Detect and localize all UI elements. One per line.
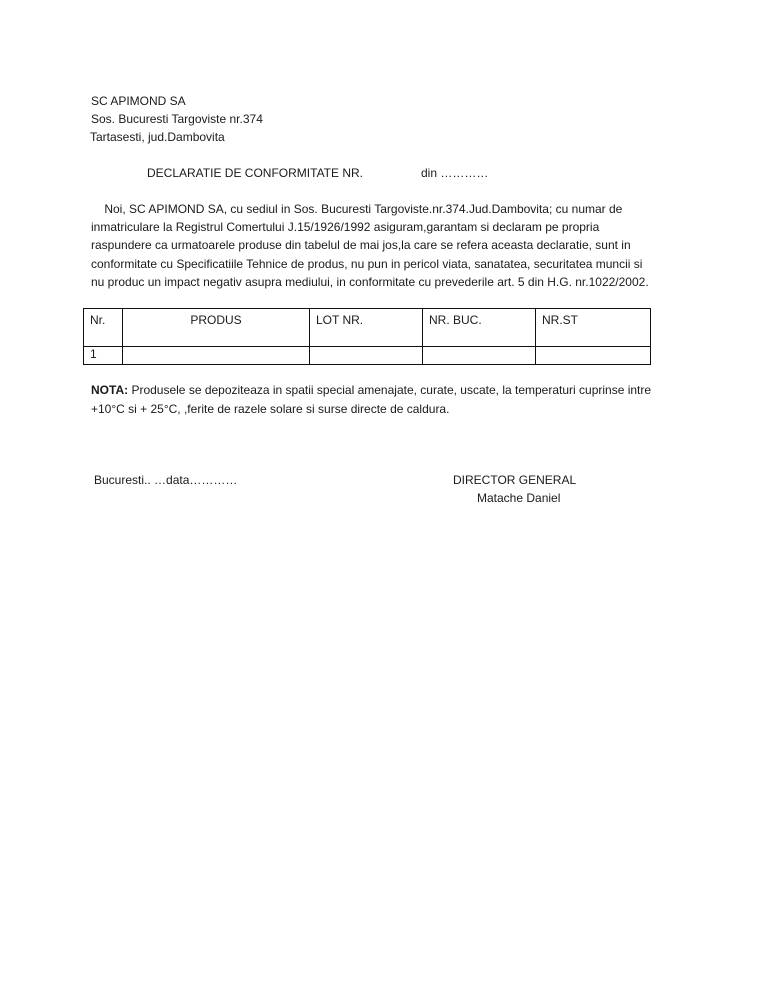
declaration-line: nu produc un impact negativ asupra mediului, in conformitate cu prevederile art. 5 din H.G. nr.1022/2002. [91, 274, 649, 289]
header-nr: Nr. [84, 309, 123, 347]
company-name: SC APIMOND SA [91, 94, 186, 108]
document-title: DECLARATIE DE CONFORMITATE NR. [147, 166, 364, 180]
table-header-row [84, 309, 651, 347]
products-table [83, 308, 651, 365]
header-produs: PRODUS [123, 309, 310, 347]
declaration-line: conformitate cu Specificatiile Tehnice de produs, nu pun in pericol viata, sanatatea, securitatea muncii si [91, 256, 643, 271]
cell-nr: 1 [84, 347, 123, 365]
declaration-paragraph [91, 200, 691, 291]
note-label: NOTA: [91, 383, 129, 397]
note-paragraph [91, 381, 681, 419]
company-locality: Tartasesti, jud.Dambovita [90, 130, 225, 144]
declaration-line: inmatriculare la Registrul Comertului J.15/1926/1992 asiguram,garantam si declaram pe propria [91, 220, 600, 235]
header-lot-nr: LOT NR. [310, 309, 423, 347]
note-text-line1: Produsele se depoziteaza in spatii special amenajate, curate, uscate, la temperaturi cuprinse intre [128, 383, 652, 397]
place-date-line: Bucuresti.. …data………… [94, 473, 238, 487]
table-row [84, 347, 651, 365]
declaration-line: raspundere ca urmatoarele produse din tabelul de mai jos,la care se refera aceasta declaratie, sunt in [91, 238, 631, 253]
signer-name: Matache Daniel [477, 491, 561, 505]
document-date-label: din ………… [421, 166, 489, 180]
cell-nr-st [536, 347, 651, 365]
declaration-line: Noi, SC APIMOND SA, cu sediul in Sos. Bucuresti Targoviste.nr.374.Jud.Dambovita; cu numar de [91, 202, 623, 216]
cell-lot-nr [310, 347, 423, 365]
header-nr-st: NR.ST [536, 309, 651, 347]
cell-produs [123, 347, 310, 365]
note-text-line2: +10°C si + 25°C, ,ferite de razele solare si surse directe de caldura. [91, 402, 450, 416]
signer-title: DIRECTOR GENERAL [453, 473, 577, 487]
company-address: Sos. Bucuresti Targoviste nr.374 [91, 112, 263, 126]
header-nr-buc: NR. BUC. [423, 309, 536, 347]
cell-nr-buc [423, 347, 536, 365]
